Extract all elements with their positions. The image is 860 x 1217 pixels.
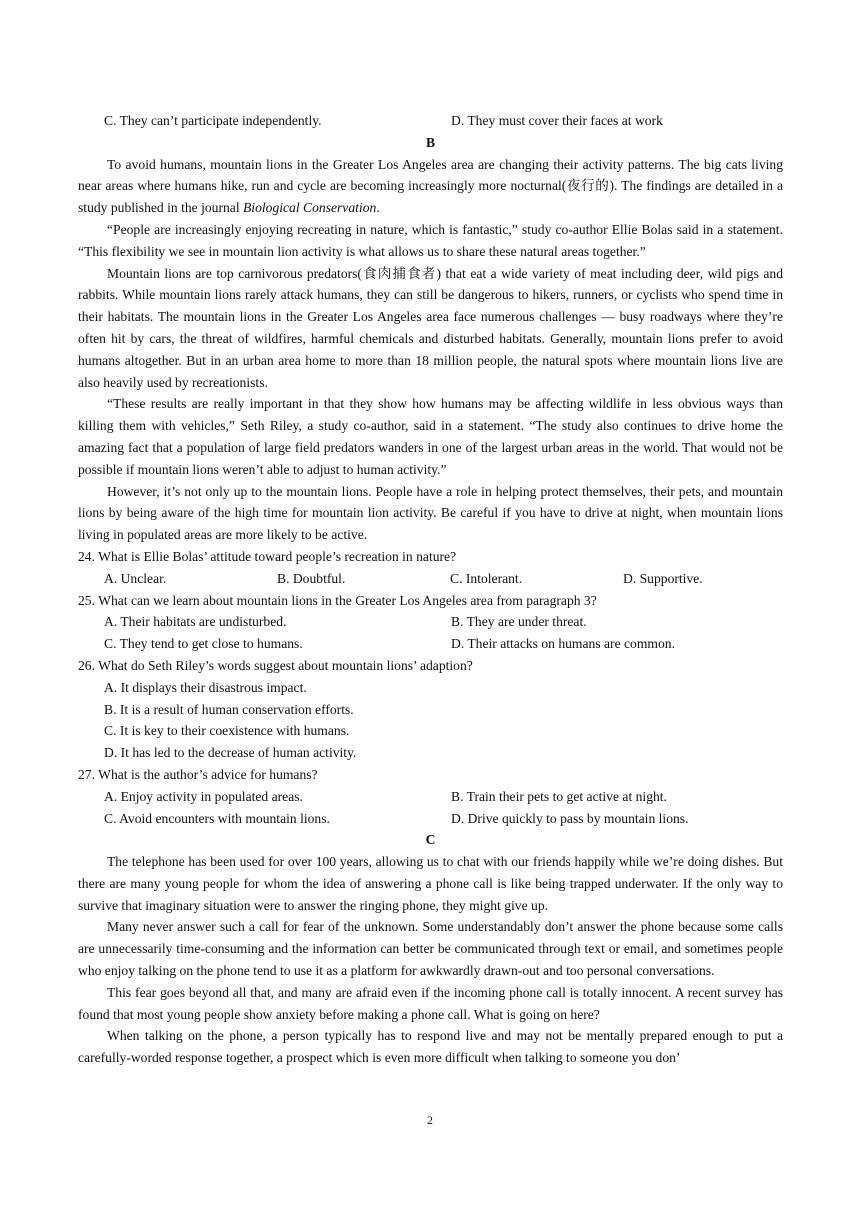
question-25-stem: 25. What can we learn about mountain lions in the Greater Los Angeles area from paragraph 3?: [78, 592, 597, 608]
question-27-options-ab: [78, 786, 783, 808]
option-d: D. Drive quickly to pass by mountain lions.: [451, 810, 689, 826]
question-24-options: [78, 568, 783, 590]
paragraph-text: To avoid humans, mountain lions in the Greater Los Angeles area are changing their activity patterns. The big cats living near areas where humans hike, run and cycle are becoming increasingly more nocturnal(夜行的). The findings are detailed in a study published in the journal: [78, 156, 783, 216]
section-c-paragraph-2: Many never answer such a call for fear of the unknown. Some understandably don’t answer the phone because some calls are unnecessarily time-consuming and the information can better be communicated through text or email, and sometimes people who enjoy talking on the phone tend to use it as a platform for awkwardly drawn-out and too personal conversations.: [78, 919, 783, 979]
option-c: C. Intolerant.: [450, 570, 523, 586]
option-row: [78, 110, 783, 132]
section-b-paragraph-4: “These results are really important in that they show how humans may be affecting wildlife in less obvious ways than killing them with vehicles,” Seth Riley, a study co-author, said in a statement. “The study also continues to drive home the amazing fact that a population of large field predators wanders in one of the largest urban areas in the world. That would not be possible if mountain lions weren’t able to adjust to human activity.”: [78, 396, 783, 477]
question-24-stem: 24. What is Ellie Bolas’ attitude toward people’s recreation in nature?: [78, 548, 457, 564]
section-c-paragraph-4: When talking on the phone, a person typically has to respond live and may not be mentally prepared enough to put a carefully-worded response together, a prospect which is even more difficult when talking to someone you don’: [78, 1028, 783, 1066]
paragraph-text-end: .: [376, 200, 380, 216]
option-b: B. They are under threat.: [451, 614, 587, 630]
option-d: D. Supportive.: [623, 570, 703, 586]
option-c: C. Avoid encounters with mountain lions.: [104, 810, 330, 826]
option-a: A. It displays their disastrous impact.: [104, 679, 307, 695]
option-b: B. Train their pets to get active at night.: [451, 788, 667, 804]
section-b-paragraph-3: Mountain lions are top carnivorous predators(食肉捕食者) that eat a wide variety of meat including deer, wild pigs and rabbits. While mountain lions rarely attack humans, they can still be dangerous to hikers, runners, or cyclists who spend time in their habitats. The mountain lions in the Greater Los Angeles area face numerous challenges — busy roadways where they’re often hit by cars, the threat of wildfires, harmful chemicals and disturbed habitats. Generally, mountain lions prefer to avoid humans altogether. But in an urban area home to more than 18 million people, the natural spots where mountain lions live are also heavily used by recreationists.: [78, 265, 783, 390]
section-b-paragraph-5: However, it’s not only up to the mountain lions. People have a role in helping protect themselves, their pets, and mountain lions by being aware of the high time for mountain lion activity. Be careful if you have to drive at night, when mountain lions living in populated areas are more likely to be active.: [78, 483, 783, 543]
page-content: [78, 110, 783, 1069]
page-number: 2: [427, 1113, 433, 1127]
option-a: A. Unclear.: [104, 570, 167, 586]
section-c-heading: C: [425, 832, 436, 848]
option-b: B. It is a result of human conservation efforts.: [104, 701, 354, 717]
question-27-options-cd: [78, 808, 783, 830]
question-25-options-ab: [78, 611, 783, 633]
option-c: C. They tend to get close to humans.: [104, 636, 303, 652]
section-b-paragraph-1: [78, 154, 783, 219]
option-c: C. It is key to their coexistence with humans.: [104, 723, 350, 739]
option-a: A. Their habitats are undisturbed.: [104, 614, 287, 630]
section-b-paragraph-2: “People are increasingly enjoying recreating in nature, which is fantastic,” study co-author Ellie Bolas said in a statement. “This flexibility we see in mountain lion activity is what allows us to share these natural areas together.”: [78, 221, 783, 259]
option-a: A. Enjoy activity in populated areas.: [104, 788, 303, 804]
option-d: D. They must cover their faces at work: [451, 113, 663, 128]
option-d: D. Their attacks on humans are common.: [451, 636, 675, 652]
question-27-stem: 27. What is the author’s advice for humans?: [78, 766, 318, 782]
section-c-paragraph-1: The telephone has been used for over 100 years, allowing us to chat with our friends happily while we’re doing dishes. But there are many young people for whom the idea of answering a phone call is like being trapped underwater. If the only way to survive that imaginary situation were to answer the ringing phone, they might give up.: [78, 854, 783, 913]
question-26-stem: 26. What do Seth Riley’s words suggest about mountain lions’ adaption?: [78, 657, 473, 673]
option-d: D. It has led to the decrease of human activity.: [104, 745, 357, 761]
section-c-paragraph-3: This fear goes beyond all that, and many are afraid even if the incoming phone call is totally innocent. A recent survey has found that most young people show anxiety before making a phone call. What is going on here?: [78, 984, 783, 1022]
section-b-heading: B: [425, 134, 436, 150]
option-b: B. Doubtful.: [277, 570, 346, 586]
option-c: C. They can’t participate independently.: [104, 113, 322, 128]
question-25-options-cd: [78, 633, 783, 655]
journal-title: Biological Conservation: [243, 200, 377, 216]
